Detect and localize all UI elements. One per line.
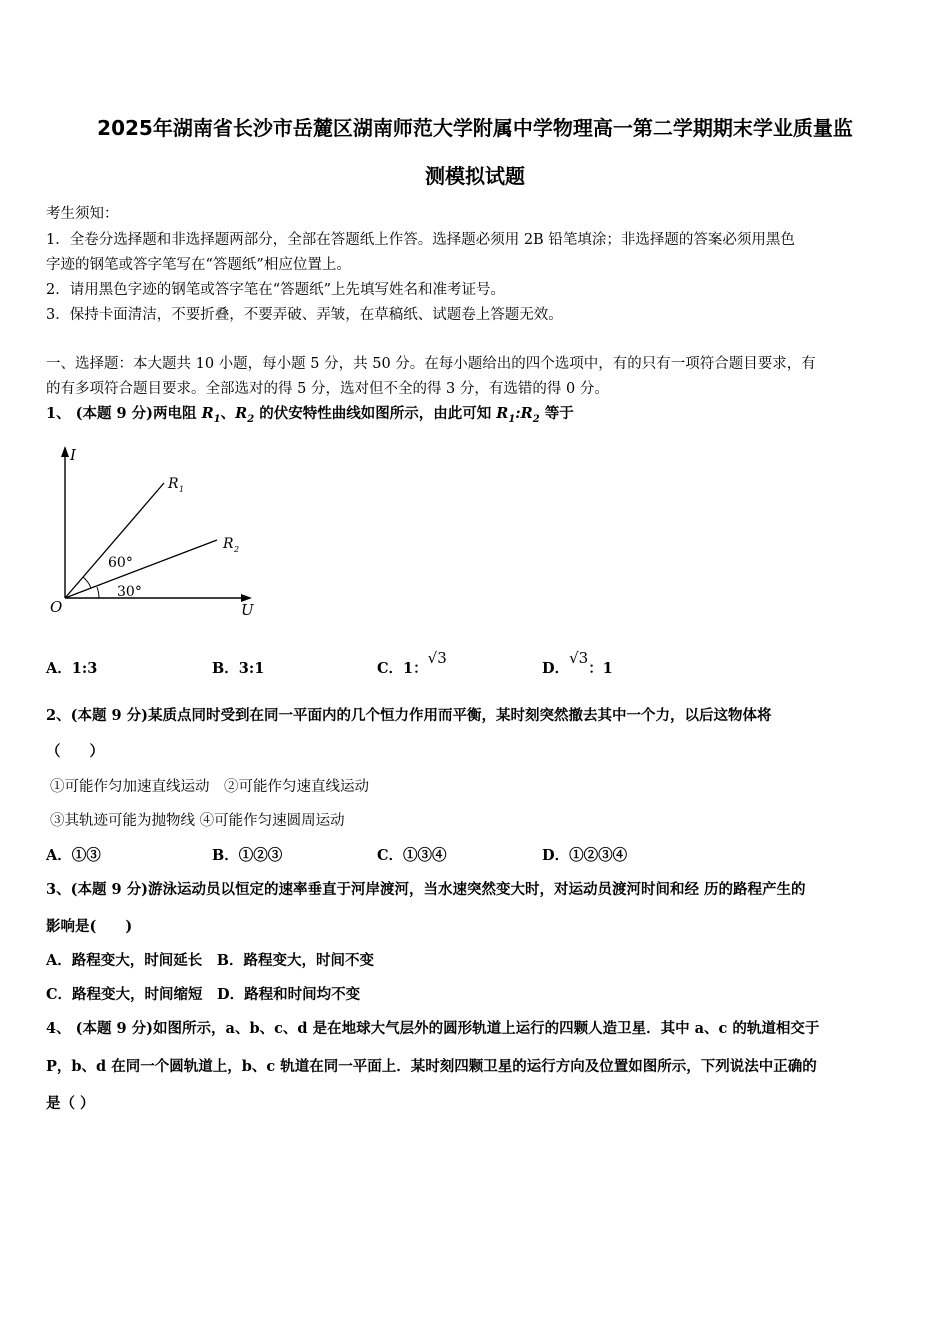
notice-heading: 考生须知：: [46, 206, 119, 222]
angle-arc-60: [83, 577, 91, 588]
question-4-stem-1: 4、 (本题 9 分)如图所示，a、b、c、d 是在地球大气层外的圆形轨道上运行的四颗人造卫星．其中 a、c 的轨道相交于: [46, 1020, 820, 1037]
q1-r1-sub: 1: [213, 413, 221, 425]
q1-ratio-b: R: [520, 405, 533, 422]
q1-r1: R: [201, 405, 214, 422]
notice-item-1a: 1．全卷分选择题和非选择题两部分，全部在答题纸上作答。选择题必须用 2B 铅笔填涂；非选择题的答案必须用黑色: [46, 232, 795, 248]
r1-label: R: [168, 476, 179, 492]
question-3-stem-2: 影响是( ): [46, 918, 133, 935]
q1-prefix: 1、 (本题 9 分)两电阻: [46, 405, 202, 422]
r1-label-sub: 1: [179, 485, 185, 494]
page-title-line-1: 2025年湖南省长沙市岳麓区湖南师范大学附属中学物理高一第二学期期末学业质量监: [97, 116, 853, 140]
notice-item-1b: 字迹的钢笔或答字笔写在“答题纸”相应位置上。: [46, 257, 351, 273]
notice-item-2: 2．请用黑色字迹的钢笔或答字笔在“答题纸”上先填写姓名和准考证号。: [46, 282, 506, 298]
r2-label: R: [223, 536, 234, 552]
question-1-stem: [46, 402, 574, 425]
r1-line: [65, 483, 164, 598]
angle-label-60: 60°: [108, 555, 133, 571]
q1-ratio-sub-2: 2: [532, 413, 540, 425]
question-2-paren: （ ）: [46, 743, 104, 760]
q2-option-b[interactable]: B．①②③: [212, 847, 283, 864]
q1-option-b[interactable]: B．3:1: [212, 660, 265, 677]
iu-characteristic-figure: [40, 440, 270, 625]
q3-options-ab[interactable]: A．路程变大，时间延长 B．路程变大，时间不变: [46, 952, 375, 969]
q1-option-d-root: √3: [569, 649, 589, 667]
question-2-stem: 2、(本题 9 分)某质点同时受到在同一平面内的几个恒力作用而平衡，某时刻突然撤去其中一个力，以后这物体将: [46, 707, 772, 724]
q2-option-c[interactable]: C．①③④: [377, 847, 447, 864]
page-title-line-2: 测模拟试题: [425, 164, 525, 188]
q1-ratio-a: R: [496, 405, 509, 422]
q1-r2-sub: 2: [247, 413, 255, 425]
question-4-stem-2: P，b、d 在同一个圆轨道上，b、c 轨道在同一平面上．某时刻四颗卫星的运行方向及位置如图所示，下列说法中正确的: [46, 1058, 817, 1075]
i-axis-arrow: [61, 446, 69, 457]
question-3-stem-1: 3、(本题 9 分)游泳运动员以恒定的速率垂直于河岸渡河，当水速突然变大时，对运动员渡河时间和经 历的路程产生的: [46, 881, 806, 898]
question-2-statement-2: ③其轨迹可能为抛物线 ④可能作匀速圆周运动: [50, 813, 345, 829]
q1-option-d[interactable]: [542, 649, 613, 678]
axis-label-i: I: [70, 446, 76, 464]
section-instructions-1: 一、选择题：本大题共 10 小题，每小题 5 分，共 50 分。在每小题给出的四个选项中，有的只有一项符合题目要求，有: [46, 356, 816, 372]
q1-mid: 的伏安特性曲线如图所示，由此可知: [254, 405, 497, 422]
question-4-stem-3: 是（ ）: [46, 1095, 95, 1112]
q1-option-c-text: C．1：: [377, 660, 428, 677]
q2-option-a[interactable]: A．①③: [46, 847, 101, 864]
q1-suffix: 等于: [539, 405, 574, 422]
section-instructions-2: 的有多项符合题目要求。全部选对的得 5 分，选对但不全的得 3 分，有选错的得 0 分。: [46, 381, 609, 397]
q3-options-cd[interactable]: C．路程变大，时间缩短 D．路程和时间均不变: [46, 986, 361, 1003]
q1-option-c[interactable]: [377, 649, 447, 678]
question-2-statement-1: ①可能作匀加速直线运动 ②可能作匀速直线运动: [50, 779, 369, 795]
q1-option-d-post: ：1: [588, 660, 613, 677]
q1-r2: R: [235, 405, 248, 422]
q1-option-d-text: D．: [542, 660, 570, 677]
q1-option-a[interactable]: A．1:3: [46, 660, 98, 677]
q1-option-c-root: √3: [427, 649, 447, 667]
angle-label-30: 30°: [117, 584, 142, 600]
q1-colon: :: [515, 405, 521, 422]
origin-label: O: [50, 598, 63, 616]
q2-option-d[interactable]: D．①②③④: [542, 847, 628, 864]
notice-item-3: 3．保持卡面清洁，不要折叠，不要弄破、弄皱，在草稿纸、试题卷上答题无效。: [46, 307, 563, 323]
r2-label-sub: 2: [234, 545, 240, 554]
q1-ratio-sub-1: 1: [508, 413, 516, 425]
angle-arc-30: [97, 587, 99, 598]
axis-label-u: U: [241, 601, 254, 619]
q1-sep: 、: [220, 405, 236, 422]
